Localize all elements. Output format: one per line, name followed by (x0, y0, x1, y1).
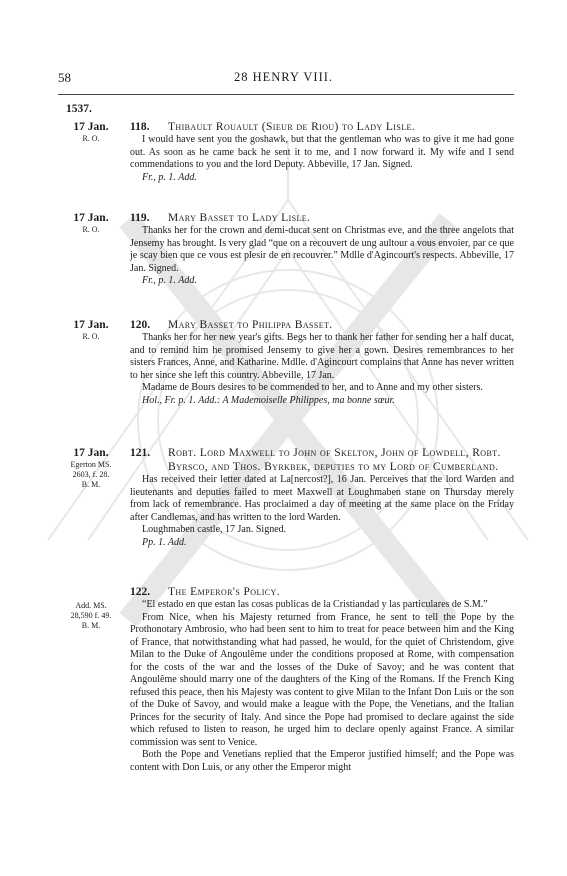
entry-source-line: B. M. (81, 621, 101, 630)
entry-title: Mary Basset to Lady Lisle. (168, 212, 311, 224)
entry-source: R. O. (82, 332, 100, 341)
entry-heading (130, 446, 514, 474)
calendar-entry-119 (62, 211, 514, 288)
entry-paragraph: Thanks her for the crown and demi-ducat sent on Christmas eve, and the three angelots that Jensemy has brought. Is very glad “que on a recouvert de ung aultour a vous envoier, par ce que je scay bien que ce vous est plesir de en recouvrer.” Mdlle d'Agincourt's respects. Abbeville, 17 Jan. Signed. (130, 225, 514, 274)
running-title: 28 HENRY VIII. (233, 70, 334, 84)
entry-heading (130, 585, 514, 599)
entry-title: Robt. Lord Maxwell to John of Skelton, John of Lowdell, Robt. Byrsco, and Thos. Byrkbek, deputies to my Lord of Cumberland. (168, 447, 501, 473)
entry-source: R. O. (82, 225, 100, 234)
entry-source: R. O. (82, 134, 100, 143)
entry-paragraph: I would have sent you the goshawk, but that the gentleman who was to give it me had gone out. As soon as he came back he sent it to me, and I now forward it. My wife and I send commendations to you and the lord Deputy. Abbeville, 17 Jan. Signed. (130, 134, 514, 170)
entry-title: Thibault Rouault (Sieur de Riou) to Lady Lisle. (168, 121, 416, 133)
entry-paragraph: Thanks her for her new year's gifts. Begs her to thank her father for sending her a half ducat, and to remind him he promised Jensemy to give her a gown. Desires remembrances to her sisters Frances, Anne, and Katharine. Mdlle. d'Agincourt complains that Anne has never written to her since she left this country. Abbeville, 17 Jan. (130, 332, 514, 381)
header-rule (58, 94, 514, 95)
entry-number: 122. (130, 586, 151, 598)
entry-date: 17 Jan. (73, 447, 109, 459)
entry-number: 120. (130, 319, 151, 331)
entry-footer: Fr., p. 1. Add. (142, 275, 197, 286)
page-header (0, 70, 567, 94)
entry-paragraph: Loughmaben castle, 17 Jan. Signed. (142, 524, 287, 535)
entry-date: 17 Jan. (73, 319, 109, 331)
entry-paragraph: From Nice, when his Majesty returned from France, he sent to tell the Pope by the Prothonotary Ambrosio, who had been sent to him to treat for peace between him and the King of France, that notwithstanding what had passed, he would, for the quiet of Christendom, give Milan to the Duke of Angoulême under the conditions proposed at Rome, with compensation for the costs of the war and the losses of the Duke of Savoy; and he was content that Angoulême should marry one of the daughters of the King of the Romans. If the French King refused this peace, then his Majesty was content to give Milan to the Infant Don Luis or the son of the Duke of Savoy, and would make a league with the Pope, the Venetians, and the Italian Princes for the security of Italy. And since the Pope had promised to declare against the side which refused to listen to reason, he urged him to declare openly against France. A similar commission was sent to Venice. (130, 611, 514, 748)
entry-margin (62, 601, 120, 631)
entry-footer: Pp. 1. Add. (142, 536, 187, 548)
entry-title: Mary Basset to Philippa Basset. (168, 319, 333, 331)
calendar-entry-122 (62, 585, 514, 774)
entry-paragraph: Both the Pope and Venetians replied that the Emperor justified himself; and the Pope was content with Don Luis, or any other the Emperor might (130, 749, 514, 773)
entry-footer: Hol., Fr. p. 1. Add.: A Mademoiselle Philippes, ma bonne sœur. (142, 394, 395, 406)
year-label: 1537. (66, 103, 92, 115)
entry-paragraph: “El estado en que estan las cosas publicas de la Cristiandad y las particulares de S.M.” (142, 599, 488, 610)
entry-footer: Fr., p. 1. Add. (142, 171, 197, 183)
entry-source-line: B. M. (81, 480, 101, 489)
entry-margin (62, 120, 120, 144)
entry-source-line: Add. MS. (75, 601, 107, 610)
entry-heading (130, 211, 514, 225)
entry-paragraph: Madame de Bours desires to be commended to her, and to Anne and my other sisters. (142, 382, 483, 393)
entry-source-line: Egerton MS. (70, 460, 112, 469)
entry-date: 17 Jan. (73, 212, 109, 224)
entry-paragraph: Has received their letter dated at La[nercost?], 16 Jan. Perceives that the lord Warden and lieutenants and deputies failed to meet Maxwell at Loughmaben stane on Thursday merely from lack of remembrance. Has proclaimed a day of meeting at the same place on the Friday after Candlemas, and has written to the lord Warden. (130, 474, 514, 523)
entry-margin (62, 318, 120, 342)
entry-source-line: 2603, f. 28. (72, 470, 110, 479)
entry-margin (62, 211, 120, 235)
calendar-entry-118 (62, 120, 514, 184)
entry-number: 121. (130, 447, 151, 459)
entry-margin (62, 446, 120, 490)
entry-source-line: 28,590 f. 49. (70, 611, 112, 620)
calendar-entry-121 (62, 446, 514, 549)
entry-heading (130, 318, 514, 332)
entry-number: 119. (130, 212, 150, 224)
page-number: 58 (58, 70, 71, 85)
entry-number: 118. (130, 121, 150, 133)
entry-date: 17 Jan. (73, 121, 109, 133)
entry-heading (130, 120, 514, 134)
calendar-entry-120 (62, 318, 514, 407)
entry-title: The Emperor's Policy. (168, 586, 280, 598)
